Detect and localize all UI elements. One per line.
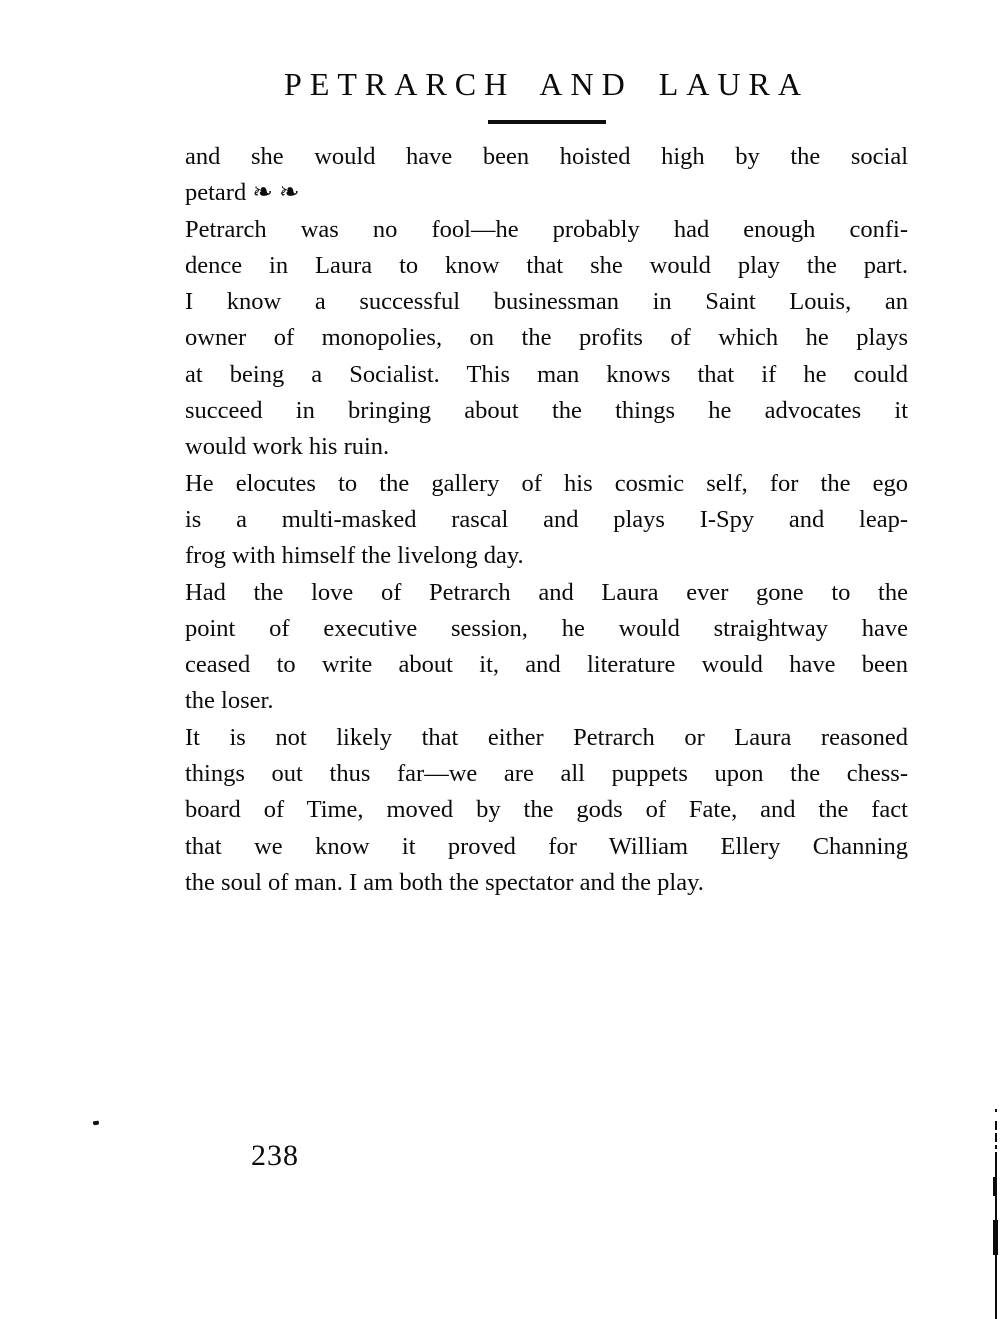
text-line: the soul of man. I am both the spectator and the play. — [185, 868, 704, 896]
text-line: board of Time, moved by the gods of Fate, and the fact — [185, 796, 908, 824]
text-line: It is not likely that either Petrarch or Laura reasoned — [185, 723, 908, 751]
page-number: 238 — [251, 1139, 299, 1172]
scan-edge-dash — [995, 1121, 997, 1130]
scan-edge-dash — [995, 1133, 997, 1142]
text-line: dence in Laura to know that she would play the part. — [185, 251, 908, 279]
text-line: petard ❧ ❧ — [185, 179, 300, 207]
scan-edge-dot — [995, 1109, 997, 1112]
title-divider-rule — [488, 120, 606, 124]
page-title: PETRARCH AND LAURA — [284, 66, 809, 102]
text-line: that we know it proved for William Ellery Channing — [185, 832, 908, 860]
text-line: ceased to write about it, and literature would have been — [185, 651, 908, 679]
text-line: He elocutes to the gallery of his cosmic self, for the ego — [185, 469, 908, 497]
text-line: things out thus far—we are all puppets upon the chess- — [185, 760, 908, 788]
text-line: I know a successful businessman in Saint Louis, an — [185, 288, 908, 316]
text-line: succeed in bringing about the things he advocates it — [185, 397, 908, 425]
text-line: the loser. — [185, 687, 274, 715]
text-line: Petrarch was no fool—he probably had enough confi- — [185, 215, 908, 243]
text-line: Had the love of Petrarch and Laura ever gone to the — [185, 578, 908, 606]
scan-edge-dash — [995, 1145, 997, 1149]
text-line: would work his ruin. — [185, 433, 390, 461]
scan-edge-blob — [993, 1177, 997, 1196]
body-text — [185, 139, 908, 901]
ink-speck — [93, 1121, 99, 1126]
scan-edge-blob — [993, 1220, 998, 1255]
text-line: and she would have been hoisted high by the social — [185, 143, 908, 170]
text-line: at being a Socialist. This man knows that if he could — [185, 360, 908, 388]
text-line: owner of monopolies, on the profits of which he plays — [185, 324, 908, 352]
text-line: point of executive session, he would straightway have — [185, 614, 908, 642]
text-line: is a multi-masked rascal and plays I-Spy and leap- — [185, 505, 908, 533]
text-line: frog with himself the livelong day. — [185, 542, 524, 570]
